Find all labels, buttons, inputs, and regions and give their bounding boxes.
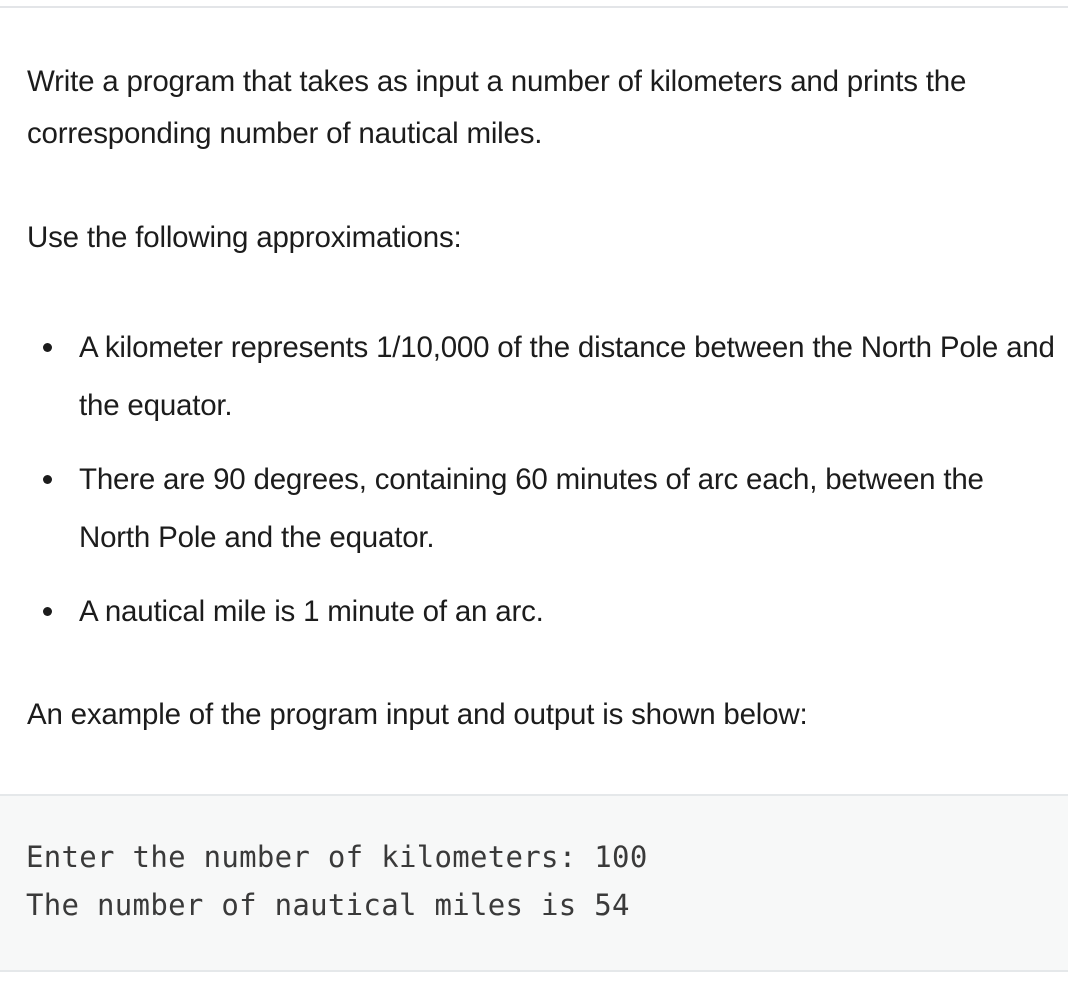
example-label: An example of the program input and output is shown below: (27, 698, 808, 731)
problem-statement (27, 56, 1057, 741)
code-example-block (0, 794, 1068, 972)
approximations-label: Use the following approximations: (27, 221, 462, 254)
list-item-text: A nautical mile is 1 minute of an arc. (79, 595, 544, 628)
list-item-text: A kilometer represents 1/10,000 of the distance between the North Pole and the equator. (79, 331, 1055, 422)
approximations-list (27, 319, 1057, 641)
top-divider (0, 6, 1068, 8)
code-line: The number of nautical miles is 54 (26, 888, 630, 922)
bullet-icon (43, 343, 52, 352)
bullet-icon (43, 475, 52, 484)
intro-paragraph: Write a program that takes as input a number of kilometers and prints the corresponding number of nautical miles. (27, 65, 967, 150)
list-item-text: There are 90 degrees, containing 60 minutes of arc each, between the North Pole and the equator. (79, 463, 984, 554)
list-item (27, 451, 1057, 567)
list-item (27, 319, 1057, 435)
bullet-icon (43, 607, 52, 616)
list-item (27, 583, 1057, 641)
code-line: Enter the number of kilometers: 100 (26, 840, 648, 874)
